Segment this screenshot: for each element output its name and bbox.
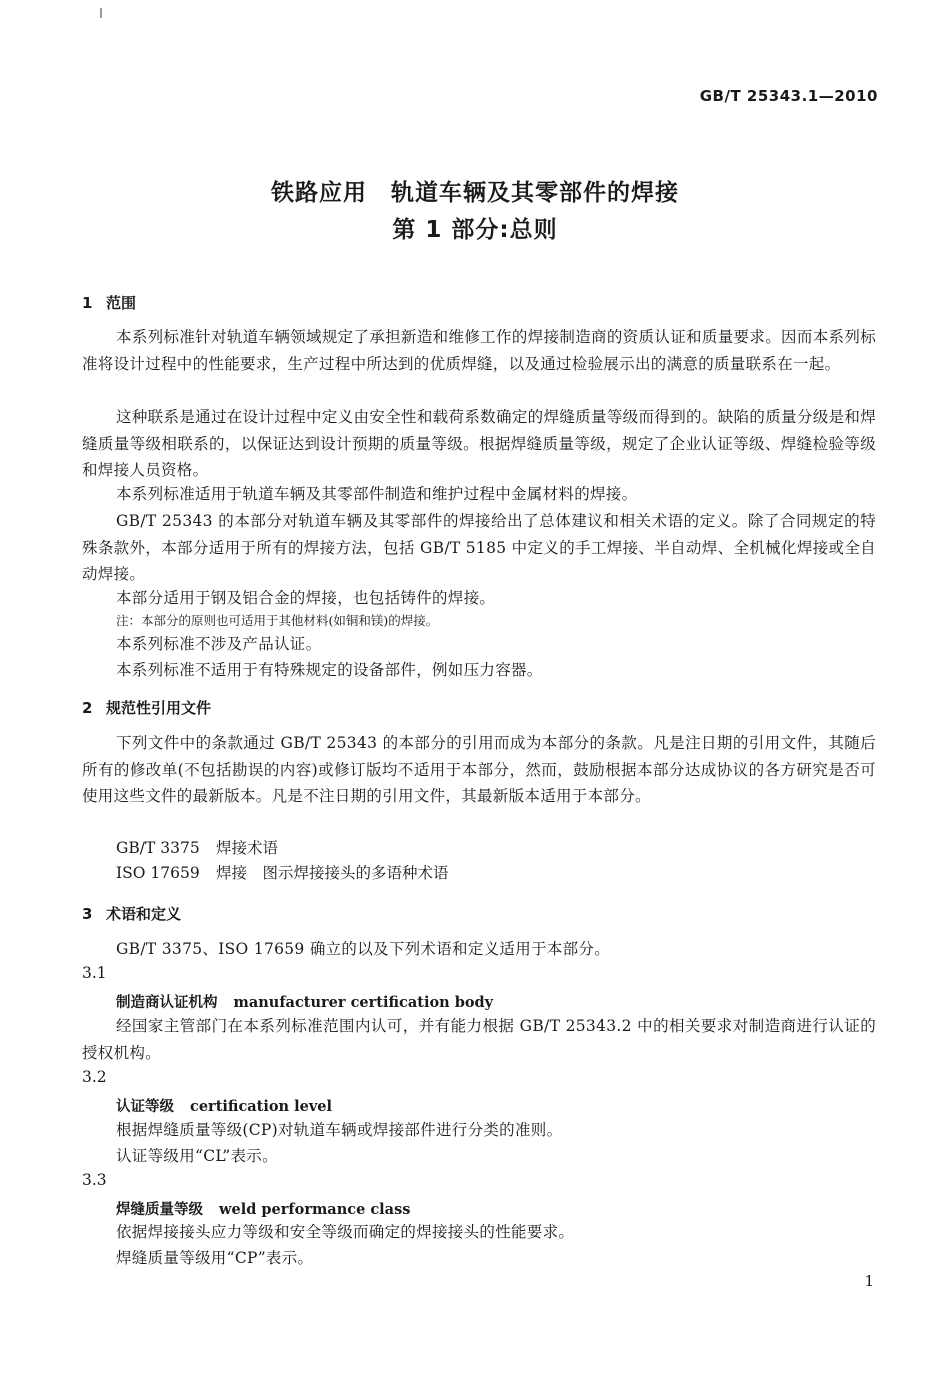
paragraph: GB/T 3375、ISO 17659 确立的以及下列术语和定义适用于本部分。 [116,940,611,958]
section-heading-2: 2 规范性引用文件 [82,699,212,717]
section-heading-3: 3 术语和定义 [82,905,182,923]
reference-item: GB/T 3375 焊接术语 [116,839,279,857]
paragraph: 本部分适用于钢及铝合金的焊接，也包括铸件的焊接。 [116,589,496,607]
term-note: 焊缝质量等级用“CP”表示。 [116,1249,314,1267]
paragraph: 本系列标准不涉及产品认证。 [116,635,322,653]
paragraph: 这种联系是通过在设计过程中定义由安全性和载荷系数确定的焊缝质量等级而得到的。缺陷的质量分级是和焊缝质量等级相联系的，以保证达到设计预期的质量等级。根据焊缝质量等级，规定了企业认证等级、焊缝检验等级和焊接人员资格。 [82,408,876,479]
paragraph: 本系列标准不适用于有特殊规定的设备部件，例如压力容器。 [116,661,543,679]
document-title: 铁路应用 轨道车辆及其零部件的焊接 [271,180,679,206]
document-subtitle: 第 1 部分:总则 [392,217,558,243]
note: 注：本部分的原则也可适用于其他材料(如铜和镁)的焊接。 [116,613,439,628]
section-heading-1: 1 范围 [82,294,137,312]
term-number: 3.1 [82,964,107,982]
term-number: 3.2 [82,1068,107,1086]
paragraph: 本系列标准针对轨道车辆领域规定了承担新造和维修工作的焊接制造商的资质认证和质量要求。因而本系列标准将设计过程中的性能要求，生产过程中所达到的优质焊缝，以及通过检验展示出的满意的质量联系在一起。 [82,328,876,373]
scan-mark [100,8,102,18]
term-note: 认证等级用“CL”表示。 [116,1147,278,1165]
reference-item: ISO 17659 焊接 图示焊接接头的多语种术语 [116,864,449,882]
term-title: 制造商认证机构 manufacturer certification body [116,994,494,1011]
term-definition: 依据焊接接头应力等级和安全等级而确定的焊接接头的性能要求。 [116,1223,575,1241]
term-number: 3.3 [82,1171,107,1189]
term-title: 认证等级 certification level [116,1098,333,1115]
term-definition: 经国家主管部门在本系列标准范围内认可，并有能力根据 GB/T 25343.2 中的相关要求对制造商进行认证的授权机构。 [82,1017,876,1062]
paragraph: 本系列标准适用于轨道车辆及其零部件制造和维护过程中金属材料的焊接。 [116,485,638,503]
page-number: 1 [864,1272,874,1290]
standard-number: GB/T 25343.1—2010 [699,87,878,105]
paragraph: GB/T 25343 的本部分对轨道车辆及其零部件的焊接给出了总体建议和相关术语的定义。除了合同规定的特殊条款外，本部分适用于所有的焊接方法，包括 GB/T 5185 中定义的手工焊接、半自动焊、全机械化焊接或全自动焊接。 [82,512,876,583]
term-title: 焊缝质量等级 weld performance class [116,1201,411,1218]
paragraph: 下列文件中的条款通过 GB/T 25343 的本部分的引用而成为本部分的条款。凡是注日期的引用文件，其随后所有的修改单(不包括勘误的内容)或修订版均不适用于本部分，然而，鼓励根据本部分达成协议的各方研究是否可使用这些文件的最新版本。凡是不注日期的引用文件，其最新版本适用于本部分。 [82,734,876,805]
term-definition: 根据焊缝质量等级(CP)对轨道车辆或焊接部件进行分类的准则。 [116,1121,563,1139]
